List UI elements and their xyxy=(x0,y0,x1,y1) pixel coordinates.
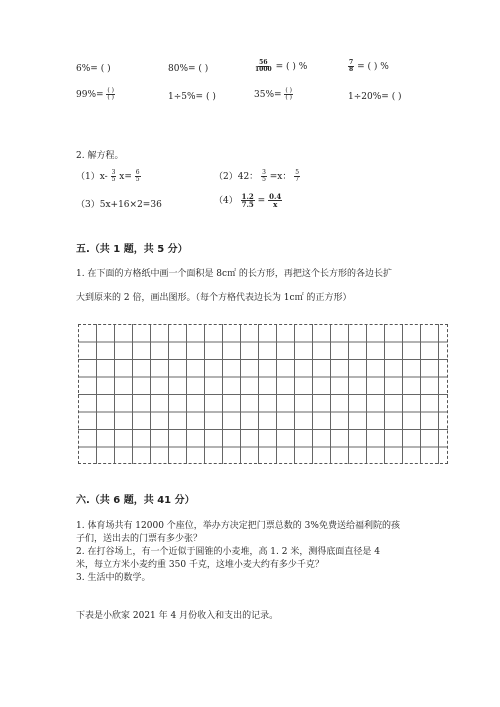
question-2-line-2: 米，每立方米小麦约重 350 千克，这堆小麦大约有多少千克？ xyxy=(76,560,324,570)
conv-2-1: 99%= $\frac{( )}{( )}$ xyxy=(76,87,115,101)
section-5-line-1: 1. 在下面的方格纸中画一个面积是 8c㎡ 的长方形，再把这个长方形的各边长扩 xyxy=(76,269,392,279)
section-6-heading: 六.（共 6 题，共 41 分） xyxy=(76,495,195,506)
question-1-line-2: 子们，送出去的门票有多少张？ xyxy=(76,534,203,544)
equation-2: （2）42： $\frac{3}{5}$ =x： $\frac{5}{7}$ xyxy=(214,169,300,183)
question-1-line-1: 1. 体育场共有 12000 个座位，举办方决定把门票总数的 3%免费送给福利院的孩 xyxy=(76,521,400,531)
conv-1-3: $\frac{56}{1000}$ = ( ) % xyxy=(255,59,308,73)
question-3: 3. 生活中的数学。 xyxy=(76,573,151,583)
section-5-heading: 五.（共 1 题，共 5 分） xyxy=(76,244,188,255)
equation-heading: 2. 解方程。 xyxy=(76,151,124,161)
question-2-line-1: 2. 在打谷场上，有一个近似于圆锥的小麦堆，高 1. 2 米，测得底面直径是 4 xyxy=(76,547,380,557)
equation-3: （3）5x+16×2=36 xyxy=(76,200,162,210)
conv-1-4: $\frac{7}{8}$ = ( ) % xyxy=(349,59,389,73)
conv-2-2: 1÷5%= ( ) xyxy=(168,92,216,102)
equation-1: （1）x- $\frac{3}{5}$ x= $\frac{6}{5}$ xyxy=(76,169,140,183)
section-5-line-2: 大到原来的 2 倍，画出图形。（每个方格代表边长为 1c㎡ 的正方形） xyxy=(76,293,352,303)
conv-1-2: 80%= ( ) xyxy=(168,64,209,74)
equation-4: （4） $\frac{1.2}{7.5}$ = $\frac{0.4}{x}$ xyxy=(214,192,282,209)
conv-1-1: 6%= ( ) xyxy=(76,64,111,74)
graph-paper-grid xyxy=(78,324,448,464)
conv-2-4: 1÷20%= ( ) xyxy=(348,92,402,102)
table-intro: 下表是小欣家 2021 年 4 月份收入和支出的记录。 xyxy=(76,611,279,621)
conv-2-3: 35%= $\frac{( )}{( )}$ xyxy=(254,87,293,101)
